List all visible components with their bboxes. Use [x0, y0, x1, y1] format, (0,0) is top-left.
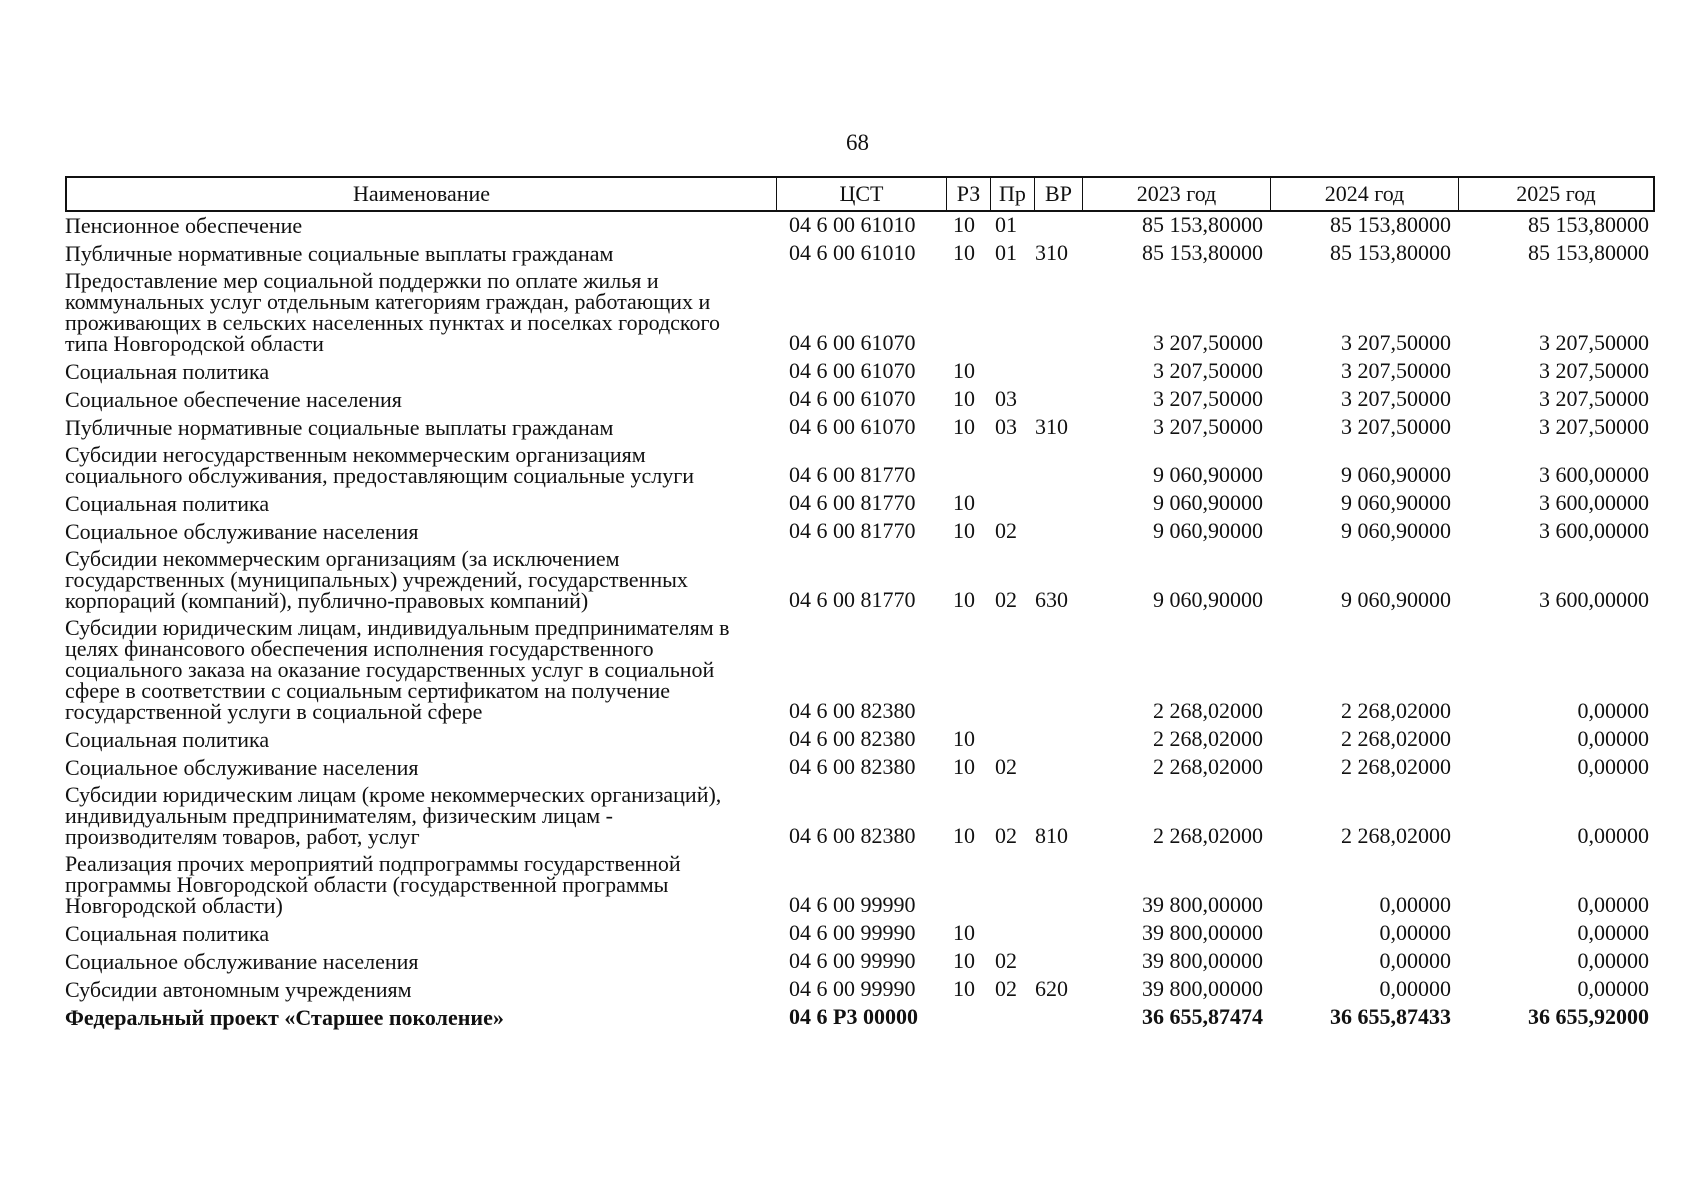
cell-cst: 04 6 00 81770	[789, 587, 916, 612]
cell-rz: 10	[953, 726, 975, 751]
cell-pr: 02	[995, 976, 1017, 1001]
cell-2025: 0,00000	[1577, 754, 1649, 779]
cell-2024: 0,00000	[1379, 892, 1451, 917]
cell-2024: 0,00000	[1379, 948, 1451, 973]
header-year-2025: 2025 год	[1516, 181, 1596, 206]
cell-2023: 2 268,02000	[1153, 726, 1263, 751]
cell-pr: 01	[995, 212, 1017, 237]
cell-2023: 85 153,80000	[1142, 240, 1263, 265]
cell-pr: 02	[995, 948, 1017, 973]
cell-rz: 10	[953, 823, 975, 848]
cell-name: Предоставление мер социальной поддержки по оплате жилья и коммунальных услуг отдельным категориям граждан, работающих и проживающих в сельских населенных пунктах и поселках городского типа Новгородской области	[65, 268, 720, 356]
cell-cst: 04 6 00 61070	[789, 358, 916, 383]
cell-2023: 2 268,02000	[1153, 754, 1263, 779]
cell-2024: 9 060,90000	[1341, 587, 1451, 612]
cell-2024: 9 060,90000	[1341, 462, 1451, 487]
cell-2025: 85 153,80000	[1528, 212, 1649, 237]
cell-vr: 310	[1035, 414, 1068, 439]
cell-2025: 3 207,50000	[1539, 358, 1649, 383]
cell-2024: 3 207,50000	[1341, 414, 1451, 439]
cell-2023: 3 207,50000	[1153, 414, 1263, 439]
table-row	[65, 489, 1655, 517]
page-number: 68	[846, 130, 869, 155]
cell-name: Публичные нормативные социальные выплаты гражданам	[65, 415, 614, 440]
cell-name: Социальное обслуживание населения	[65, 949, 419, 974]
cell-2024: 9 060,90000	[1341, 518, 1451, 543]
header-vr: ВР	[1035, 178, 1083, 210]
cell-2024: 0,00000	[1379, 976, 1451, 1001]
table-row	[65, 919, 1655, 947]
cell-2023: 9 060,90000	[1153, 490, 1263, 515]
cell-rz: 10	[953, 587, 975, 612]
cell-rz: 10	[953, 414, 975, 439]
cell-2024: 3 207,50000	[1341, 358, 1451, 383]
cell-name: Социальная политика	[65, 491, 270, 516]
table-row	[65, 267, 1655, 357]
cell-pr: 03	[995, 386, 1017, 411]
cell-pr: 02	[995, 518, 1017, 543]
header-cst: ЦСТ	[777, 178, 947, 210]
cell-name: Субсидии некоммерческим организациям (за исключением государственных (муниципальных) учреждений, государственных корпораций (компаний), публично-правовых компаний)	[65, 546, 688, 613]
cell-cst: 04 6 00 61070	[789, 414, 916, 439]
cell-rz: 10	[953, 920, 975, 945]
header-rz: РЗ	[947, 178, 991, 210]
cell-name: Социальное обслуживание населения	[65, 755, 419, 780]
table-row	[65, 947, 1655, 975]
cell-pr: 02	[995, 587, 1017, 612]
table-row	[65, 614, 1655, 725]
cell-2023: 3 207,50000	[1153, 330, 1263, 355]
cell-cst: 04 6 00 81770	[789, 462, 916, 487]
cell-name: Социальное обслуживание населения	[65, 519, 419, 544]
cell-2025: 36 655,92000	[1528, 1004, 1649, 1029]
cell-2025: 3 207,50000	[1539, 386, 1649, 411]
table-row	[65, 357, 1655, 385]
cell-2023: 2 268,02000	[1153, 823, 1263, 848]
cell-cst: 04 6 00 82380	[789, 754, 916, 779]
cell-cst: 04 6 00 81770	[789, 490, 916, 515]
table-row	[65, 975, 1655, 1003]
table-row	[65, 385, 1655, 413]
cell-2025: 0,00000	[1577, 698, 1649, 723]
table-row	[65, 211, 1655, 239]
cell-name: Субсидии автономным учреждениям	[65, 977, 412, 1002]
cell-cst: 04 6 00 61070	[789, 330, 916, 355]
cell-2023: 39 800,00000	[1142, 948, 1263, 973]
cell-rz: 10	[953, 754, 975, 779]
table-row	[65, 413, 1655, 441]
header-name: Наименование	[67, 178, 777, 210]
table-row	[65, 1003, 1655, 1031]
cell-cst: 04 6 00 99990	[789, 948, 916, 973]
cell-2024: 0,00000	[1379, 920, 1451, 945]
cell-vr: 310	[1035, 240, 1068, 265]
cell-rz: 10	[953, 386, 975, 411]
cell-pr: 02	[995, 754, 1017, 779]
cell-2025: 0,00000	[1577, 892, 1649, 917]
cell-2024: 36 655,87433	[1330, 1004, 1451, 1029]
cell-rz: 10	[953, 948, 975, 973]
cell-name: Социальное обеспечение населения	[65, 387, 402, 412]
cell-name: Федеральный проект «Старшее поколение»	[65, 1005, 504, 1030]
header-year-2023: 2023 год	[1083, 178, 1271, 210]
cell-2024: 2 268,02000	[1341, 726, 1451, 751]
cell-2024: 9 060,90000	[1341, 490, 1451, 515]
cell-rz: 10	[953, 240, 975, 265]
table-body	[65, 211, 1655, 1031]
cell-2023: 9 060,90000	[1153, 518, 1263, 543]
cell-name: Субсидии юридическим лицам (кроме некоммерческих организаций), индивидуальным предпринимателям, физическим лицам - производителям товаров, работ, услуг	[65, 782, 722, 849]
table-row	[65, 545, 1655, 614]
cell-cst: 04 6 00 81770	[789, 518, 916, 543]
cell-cst: 04 6 00 61070	[789, 386, 916, 411]
cell-rz: 10	[953, 358, 975, 383]
cell-2025: 3 600,00000	[1539, 518, 1649, 543]
cell-rz: 10	[953, 490, 975, 515]
cell-cst: 04 6 P3 00000	[789, 1004, 918, 1029]
cell-name: Социальная политика	[65, 359, 270, 384]
cell-2025: 3 600,00000	[1539, 490, 1649, 515]
cell-cst: 04 6 00 61010	[789, 240, 916, 265]
cell-2025: 3 207,50000	[1539, 414, 1649, 439]
cell-name: Субсидии негосударственным некоммерческим организациям социального обслуживания, предоставляющим социальные услуги	[65, 442, 694, 488]
cell-2023: 39 800,00000	[1142, 892, 1263, 917]
cell-2025: 0,00000	[1577, 726, 1649, 751]
table-row	[65, 239, 1655, 267]
cell-name: Субсидии юридическим лицам, индивидуальным предпринимателям в целях финансового обеспечения исполнения государственного социального заказа на оказание государственных услуг в социальной сфере в соответствии с социальным сертификатом на получение государственной услуги в социальной сфере	[65, 615, 730, 724]
cell-name: Реализация прочих мероприятий подпрограммы государственной программы Новгородской области (государственной программы Новгородской области)	[65, 851, 681, 918]
cell-2023: 9 060,90000	[1153, 462, 1263, 487]
cell-2024: 85 153,80000	[1330, 240, 1451, 265]
cell-rz: 10	[953, 976, 975, 1001]
cell-2024: 2 268,02000	[1341, 698, 1451, 723]
cell-cst: 04 6 00 82380	[789, 823, 916, 848]
cell-pr: 02	[995, 823, 1017, 848]
table-row	[65, 517, 1655, 545]
cell-2024: 85 153,80000	[1330, 212, 1451, 237]
cell-2025: 85 153,80000	[1528, 240, 1649, 265]
table-row	[65, 781, 1655, 850]
cell-name: Пенсионное обеспечение	[65, 213, 303, 238]
cell-name: Социальная политика	[65, 921, 270, 946]
cell-2025: 3 600,00000	[1539, 587, 1649, 612]
cell-2025: 0,00000	[1577, 976, 1649, 1001]
table-row	[65, 753, 1655, 781]
cell-2025: 0,00000	[1577, 920, 1649, 945]
cell-2024: 3 207,50000	[1341, 386, 1451, 411]
cell-cst: 04 6 00 99990	[789, 892, 916, 917]
cell-cst: 04 6 00 99990	[789, 976, 916, 1001]
cell-name: Публичные нормативные социальные выплаты гражданам	[65, 241, 614, 266]
cell-2025: 3 600,00000	[1539, 462, 1649, 487]
table-row	[65, 725, 1655, 753]
cell-cst: 04 6 00 61010	[789, 212, 916, 237]
cell-name: Социальная политика	[65, 727, 270, 752]
cell-vr: 810	[1035, 823, 1068, 848]
cell-2025: 3 207,50000	[1539, 330, 1649, 355]
cell-pr: 01	[995, 240, 1017, 265]
cell-cst: 04 6 00 82380	[789, 698, 916, 723]
cell-2023: 39 800,00000	[1142, 920, 1263, 945]
cell-2023: 36 655,87474	[1142, 1004, 1263, 1029]
cell-pr: 03	[995, 414, 1017, 439]
cell-2023: 85 153,80000	[1142, 212, 1263, 237]
table-row	[65, 850, 1655, 919]
cell-vr: 620	[1035, 976, 1068, 1001]
cell-2025: 0,00000	[1577, 948, 1649, 973]
cell-2024: 3 207,50000	[1341, 330, 1451, 355]
cell-cst: 04 6 00 82380	[789, 726, 916, 751]
table-header	[65, 176, 1655, 212]
cell-2024: 2 268,02000	[1341, 823, 1451, 848]
cell-2023: 39 800,00000	[1142, 976, 1263, 1001]
header-year-2024: 2024 год	[1271, 178, 1459, 210]
cell-2023: 3 207,50000	[1153, 358, 1263, 383]
cell-vr: 630	[1035, 587, 1068, 612]
cell-2024: 2 268,02000	[1341, 754, 1451, 779]
cell-rz: 10	[953, 518, 975, 543]
cell-2023: 2 268,02000	[1153, 698, 1263, 723]
cell-rz: 10	[953, 212, 975, 237]
table-row	[65, 441, 1655, 489]
cell-cst: 04 6 00 99990	[789, 920, 916, 945]
cell-2023: 9 060,90000	[1153, 587, 1263, 612]
header-pr: Пр	[991, 178, 1035, 210]
cell-2023: 3 207,50000	[1153, 386, 1263, 411]
cell-2025: 0,00000	[1577, 823, 1649, 848]
